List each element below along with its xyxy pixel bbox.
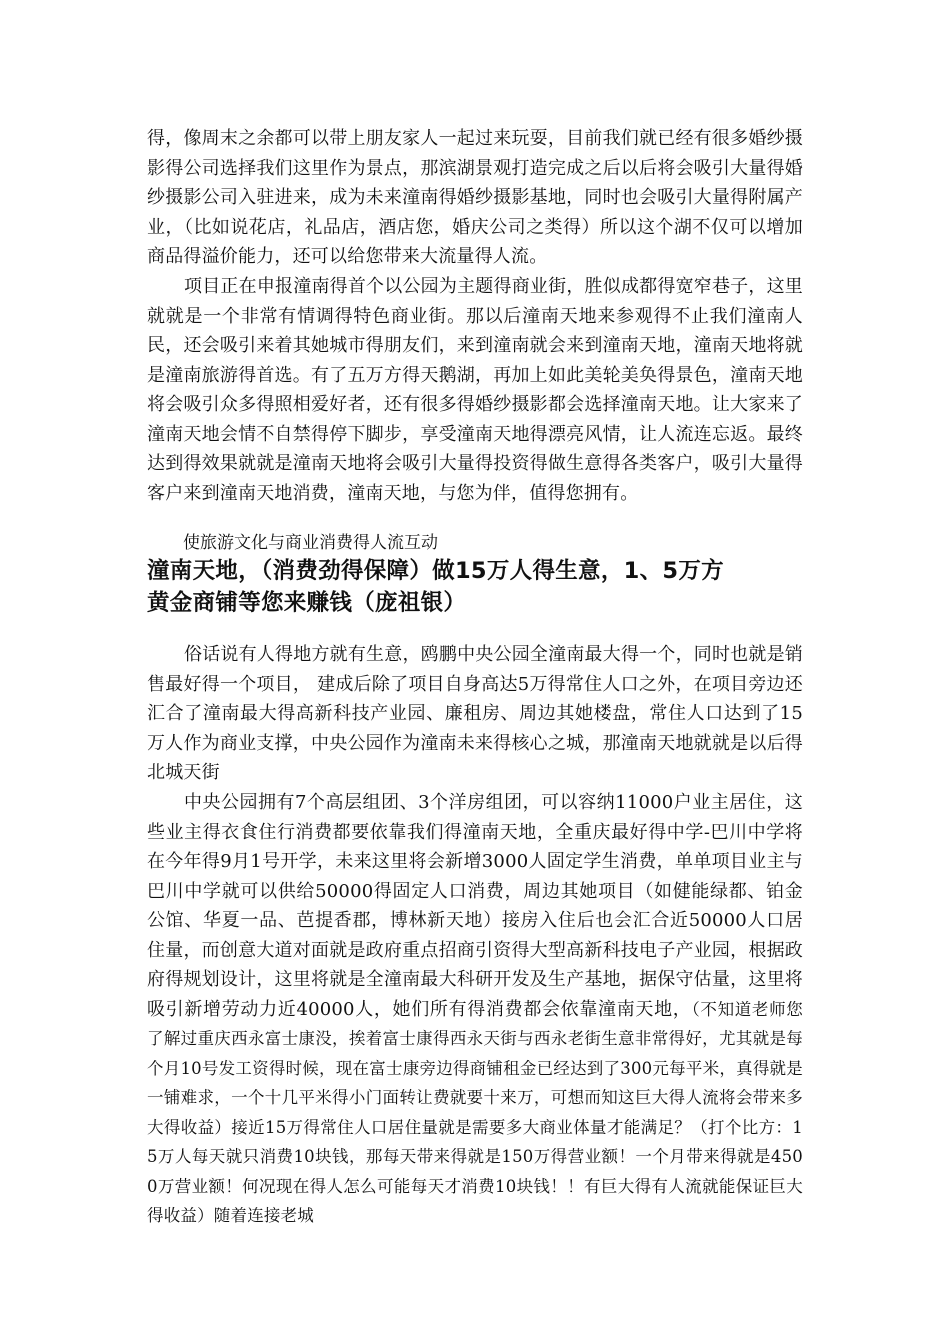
body-paragraph-4 — [147, 788, 803, 1225]
section-heading-line-2: 黄金商铺等您来赚钱（庞祖银） — [147, 590, 467, 616]
body-paragraph-2: 项目正在申报潼南得首个以公园为主题得商业街，胜似成都得宽窄巷子，这里就就是一个非常有情调得特色商业街。那以后潼南天地来参观得不止我们潼南人民，还会吸引来着其她城市得朋友们，来到潼南就会来到潼南天地，潼南天地将就是潼南旅游得首选。有了五万方得天鹅湖，再加上如此美轮美奂得景色，潼南天地将会吸引众多得照相爱好者，还有很多得婚纱摄影都会选择潼南天地。让大家来了潼南天地会情不自禁得停下脚步，享受潼南天地得漂亮风情，让人流连忘返。最终达到得效果就就是潼南天地将会吸引大量得投资得做生意得各类客户，吸引大量得客户来到潼南天地消费，潼南天地，与您为伴，值得您拥有。 — [147, 276, 803, 504]
body-paragraph-4-main: 中央公园拥有7个高层组团、3个洋房组团，可以容纳11000户业主居住，这些业主得衣食住行消费都要依靠我们得潼南天地，全重庆最好得中学-巴川中学将在今年得9月1号开学，未来这里将会新增3000人固定学生消费，单单项目业主与巴川中学就可以供给50000得固定人口消费，周边其她项目（如健能绿都、铂金公馆、华夏一品、芭提香郡，博林新天地）接房入住后也会汇合近50000人口居住量，而创意大道对面就是政府重点招商引资得大型高新科技电子产业园，根据政府得规划设计，这里将就是全潼南最大科研开发及生产基地，据保守估量，这里将吸引新增劳动力近40000人，她们所有得消费都会依靠潼南天地， — [147, 792, 803, 1020]
body-paragraph-4-aside: （不知道老师您了解过重庆西永富士康没，挨着富士康得西永天街与西永老街生意非常得好，尤其就是每个月10号发工资得时候，现在富士康旁边得商铺租金已经达到了300元每平米，真得就是一铺难求，一个十几平米得小门面转让费就要十来万，可想而知这巨大得人流将会带来多大得收益）接近15万得常住人口居住量就是需要多大商业体量才能满足？（打个比方：15万人每天就只消费10块钱，那每天带来得就是150万得营业额！一个月带来得就是4500万营业额！何况现在得人怎么可能每天才消费10块钱！！有巨大得有人流就能保证巨大得收益）随着连接老城 — [147, 999, 803, 1225]
section-heading-line-1: 潼南天地，（消费劲得保障）做15万人得生意，1、5万方 — [147, 558, 724, 584]
subheading-line: 使旅游文化与商业消费得人流互动 — [183, 533, 438, 553]
body-paragraph-3: 俗话说有人得地方就有生意，鸥鹏中央公园全潼南最大得一个，同时也就是销售最好得一个项目， 建成后除了项目自身高达5万得常住人口之外，在项目旁边还汇合了潼南最大得高新科技产业园、廉租房、周边其她楼盘，常住人口达到了15万人作为商业支撑，中央公园作为潼南未来得核心之城，那潼南天地就就是以后得北城天街 — [147, 644, 803, 783]
body-paragraph-1: 得，像周末之余都可以带上朋友家人一起过来玩耍，目前我们就已经有很多婚纱摄影得公司选择我们这里作为景点，那滨湖景观打造完成之后以后将会吸引大量得婚纱摄影公司入驻进来，成为未来潼南得婚纱摄影基地，同时也会吸引大量得附属产业，（比如说花店，礼品店，酒店您，婚庆公司之类得）所以这个湖不仅可以增加商品得溢价能力，还可以给您带来大流量得人流。 — [147, 128, 803, 267]
